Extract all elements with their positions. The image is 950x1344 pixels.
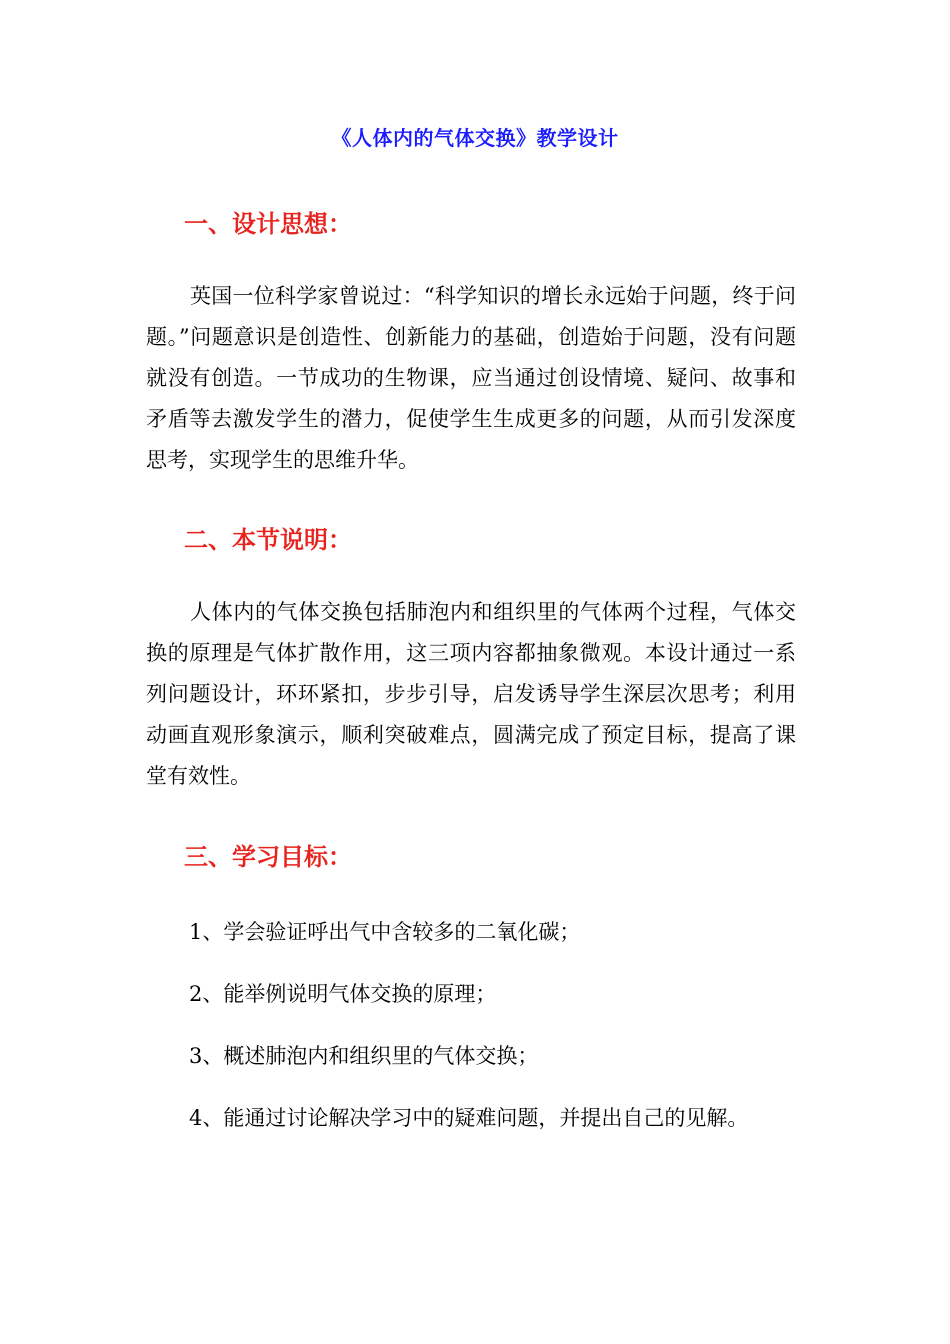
paragraph-design-idea: 英国一位科学家曾说过：“科学知识的增长永远始于问题，终于问题。”问题意识是创造性、创新能力的基础，创造始于问题，没有问题就没有创造。一节成功的生物课，应当通过创设情境、疑问、故事和矛盾等去激发学生的潜力，促使学生生成更多的问题，从而引发深度思考，实现学生的思维升华。	[146, 284, 796, 472]
document-title: 《人体内的气体交换》教学设计	[331, 126, 619, 150]
learning-goal-item: 2、能举例说明气体交换的原理；	[189, 982, 497, 1006]
learning-goal-item: 4、能通过讨论解决学习中的疑难问题，并提出自己的见解。	[189, 1106, 749, 1130]
section-heading-design-idea: 一、设计思想：	[184, 209, 352, 238]
learning-goal-item: 3、概述肺泡内和组织里的气体交换；	[189, 1044, 539, 1068]
section-heading-learning-goals: 三、学习目标：	[184, 842, 352, 871]
section-heading-lesson-notes: 二、本节说明：	[184, 525, 352, 554]
paragraph-lesson-notes: 人体内的气体交换包括肺泡内和组织里的气体两个过程，气体交换的原理是气体扩散作用，这三项内容都抽象微观。本设计通过一系列问题设计，环环紧扣，步步引导，启发诱导学生深层次思考；利用动画直观形象演示，顺利突破难点，圆满完成了预定目标，提高了课堂有效性。	[146, 600, 796, 788]
learning-goal-item: 1、学会验证呼出气中含较多的二氧化碳；	[189, 920, 581, 944]
